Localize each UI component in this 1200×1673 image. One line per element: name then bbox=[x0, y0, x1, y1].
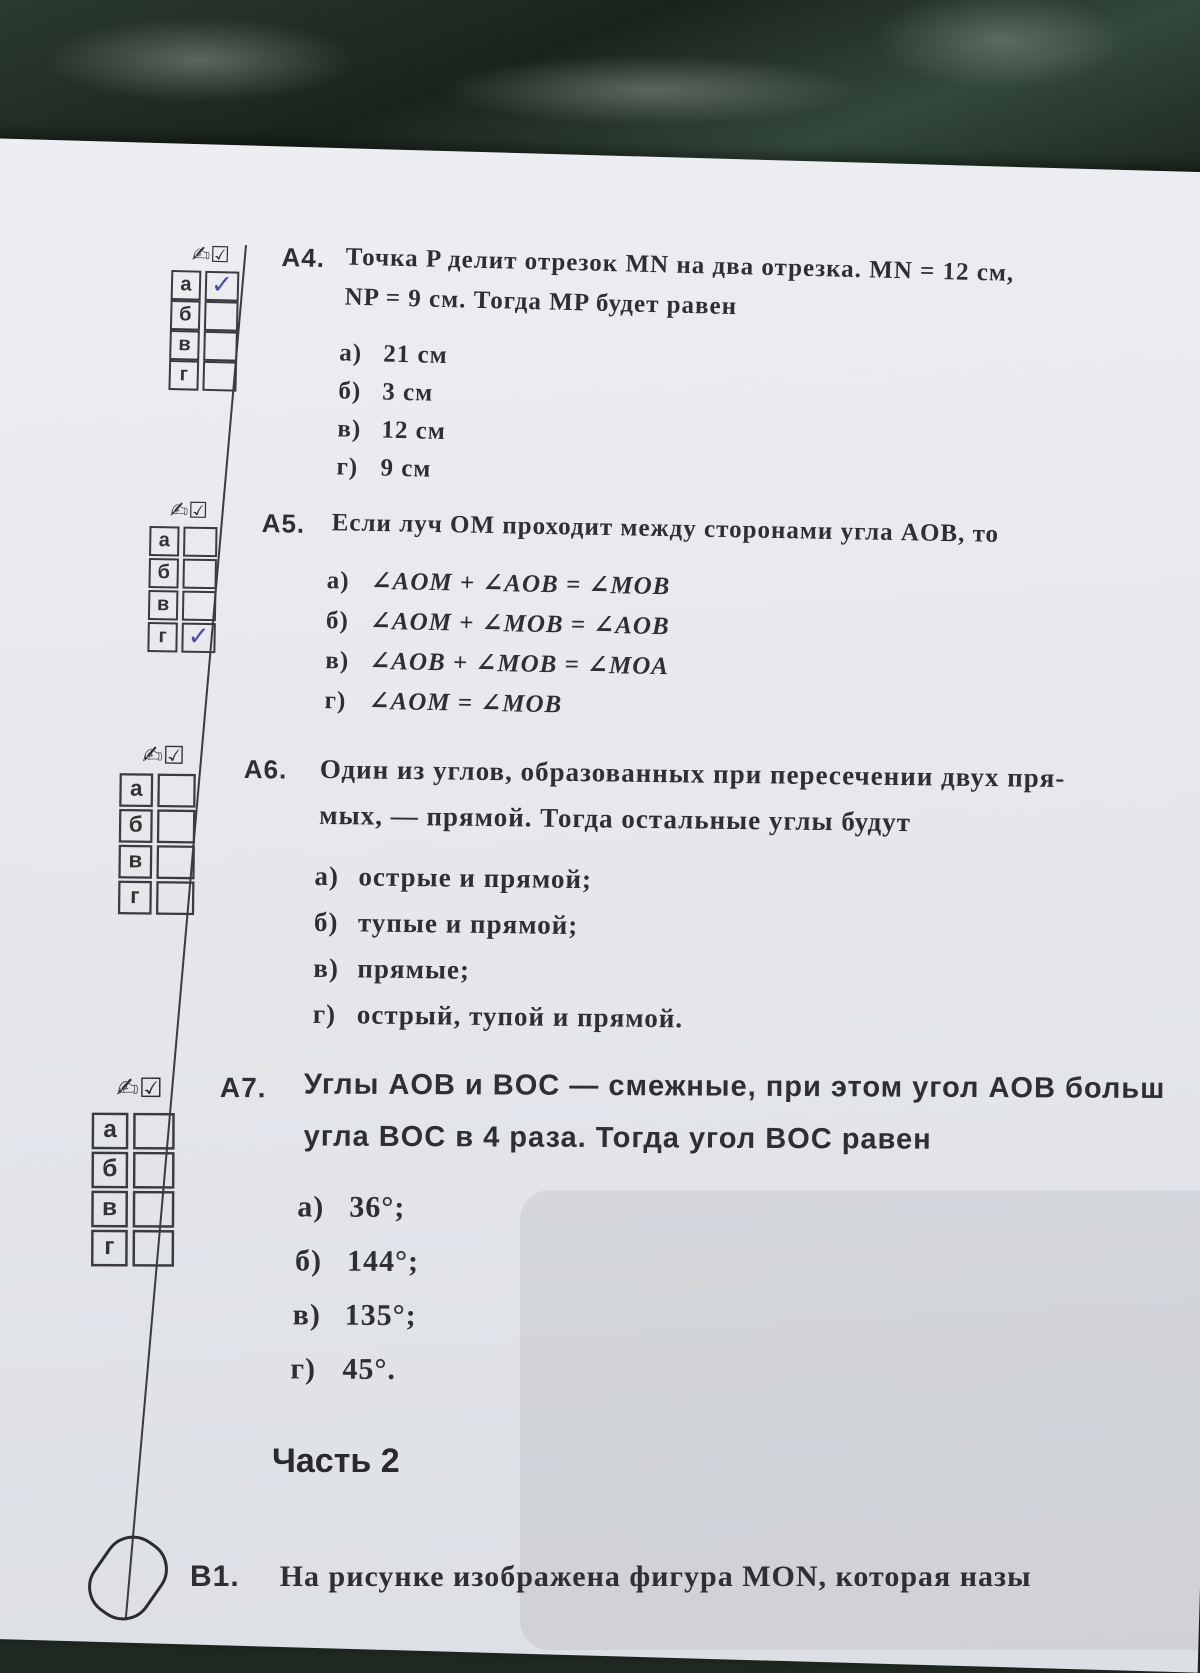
answer-label: б bbox=[148, 558, 179, 589]
option-text: 21 см bbox=[383, 341, 448, 370]
option-text: 9 см bbox=[380, 454, 432, 482]
answer-label: а bbox=[119, 773, 153, 807]
option-letter: б) bbox=[295, 1244, 347, 1278]
option-letter: г) bbox=[290, 1352, 342, 1386]
option-d[interactable] bbox=[324, 685, 562, 719]
answer-checkbox-b[interactable] bbox=[204, 301, 239, 332]
question-a4 bbox=[276, 242, 1182, 504]
option-text: 135°; bbox=[345, 1299, 417, 1332]
option-text: тупые и прямой; bbox=[358, 907, 579, 940]
option-text: острые и прямой; bbox=[358, 861, 592, 894]
option-text: 12 см bbox=[381, 416, 446, 445]
question-text-line-2: NP = 9 см. Тогда MP будет равен bbox=[344, 276, 737, 330]
option-text: ∠AOB + ∠MOB = ∠MOA bbox=[369, 648, 669, 680]
question-b1 bbox=[190, 1560, 1032, 1594]
question-text: На рисунке изображена фигура MON, которая назы bbox=[280, 1560, 1032, 1593]
option-text: 45°. bbox=[342, 1353, 396, 1386]
option-letter: г) bbox=[336, 453, 381, 482]
option-a[interactable] bbox=[297, 1190, 405, 1225]
answer-checkbox-a[interactable] bbox=[133, 1113, 175, 1150]
option-text: острый, тупой и прямой. bbox=[357, 999, 684, 1033]
question-a6 bbox=[241, 754, 1184, 1045]
answer-checkbox-b[interactable] bbox=[157, 809, 195, 843]
answer-checkbox-d[interactable]: ✓ bbox=[181, 623, 216, 654]
question-text-line-2: мых, — прямой. Тогда остальные углы будут bbox=[319, 793, 911, 844]
option-a[interactable] bbox=[326, 565, 670, 601]
option-d[interactable] bbox=[313, 999, 684, 1035]
option-letter: а) bbox=[297, 1190, 349, 1224]
answer-checkbox-c[interactable] bbox=[133, 1191, 175, 1228]
question-text-line-1: Если луч OM проходит между сторонами угла AOB, то bbox=[331, 501, 999, 557]
question-number: A5. bbox=[261, 508, 305, 540]
answer-checkbox-b[interactable] bbox=[182, 559, 217, 590]
answer-checkbox-b[interactable] bbox=[133, 1152, 175, 1189]
question-text-line-2: угла BOC в 4 раза. Тогда угол BOC равен bbox=[304, 1114, 932, 1161]
answer-label: б bbox=[119, 809, 153, 843]
option-b[interactable] bbox=[295, 1244, 419, 1279]
option-d[interactable] bbox=[336, 453, 432, 483]
option-letter: б) bbox=[326, 607, 370, 636]
answer-row-a bbox=[171, 270, 172, 298]
answer-checkbox-a[interactable] bbox=[183, 527, 218, 558]
question-text-line-1: Углы AOB и BOC — смежные, при этом угол AOB больш bbox=[304, 1062, 1166, 1111]
option-d[interactable] bbox=[290, 1352, 396, 1387]
option-letter: а) bbox=[339, 339, 384, 368]
option-letter: б) bbox=[314, 907, 358, 939]
part-2-heading: Часть 2 bbox=[272, 1442, 400, 1481]
option-letter: г) bbox=[324, 687, 368, 716]
answer-label: в bbox=[148, 590, 179, 621]
option-a[interactable] bbox=[314, 861, 592, 895]
margin-line bbox=[125, 245, 247, 1620]
answer-checkbox-d[interactable] bbox=[132, 1230, 174, 1267]
answer-label: г bbox=[118, 881, 152, 915]
answer-box-header-icon: ✍☑ bbox=[191, 242, 230, 268]
answer-checkbox-c[interactable] bbox=[156, 845, 194, 879]
answer-label: а bbox=[149, 526, 180, 557]
option-c[interactable] bbox=[325, 645, 669, 681]
answer-box-header-icon: ✍☑ bbox=[142, 742, 185, 771]
option-text: ∠AOM = ∠MOB bbox=[368, 688, 562, 718]
question-number: B1. bbox=[190, 1560, 240, 1593]
option-letter: в) bbox=[293, 1298, 345, 1332]
answer-label: в bbox=[118, 845, 152, 879]
option-text: 144°; bbox=[347, 1245, 419, 1278]
option-c[interactable] bbox=[313, 953, 470, 986]
answer-row-b bbox=[170, 300, 171, 328]
answer-box-header-icon: ✍☑ bbox=[170, 498, 209, 524]
option-letter: а) bbox=[326, 567, 370, 596]
answer-checkbox-d[interactable] bbox=[202, 361, 237, 392]
answer-checkbox-c[interactable] bbox=[182, 591, 217, 622]
option-letter: а) bbox=[314, 861, 358, 893]
option-text: ∠AOM + ∠AOB = ∠MOB bbox=[370, 568, 670, 600]
answer-checkbox-a[interactable] bbox=[157, 774, 195, 808]
answer-label: б bbox=[91, 1152, 128, 1189]
option-a[interactable] bbox=[339, 339, 448, 370]
question-number: A7. bbox=[220, 1072, 267, 1104]
option-letter: в) bbox=[337, 415, 382, 444]
answer-row-d bbox=[168, 360, 169, 388]
question-number: A6. bbox=[244, 754, 288, 786]
answer-checkbox-a[interactable]: ✓ bbox=[205, 271, 240, 302]
option-b[interactable] bbox=[338, 377, 434, 407]
answer-label: а bbox=[92, 1113, 129, 1150]
answer-label: г bbox=[168, 360, 199, 391]
question-a5 bbox=[259, 508, 1162, 724]
answer-checkbox-c[interactable] bbox=[203, 331, 238, 362]
question-text-line-1: Один из углов, образованных при пересечении двух пря- bbox=[320, 747, 1066, 800]
option-c[interactable] bbox=[337, 415, 446, 446]
option-b[interactable] bbox=[326, 605, 670, 641]
option-text: ∠AOM + ∠MOB = ∠AOB bbox=[370, 608, 670, 640]
option-letter: в) bbox=[313, 953, 357, 985]
option-letter: б) bbox=[338, 377, 383, 406]
option-text: 36°; bbox=[349, 1191, 405, 1224]
answer-row-c bbox=[169, 330, 170, 358]
answer-label: а bbox=[171, 270, 202, 301]
option-letter: г) bbox=[313, 999, 357, 1031]
answer-checkbox-d[interactable] bbox=[156, 881, 194, 915]
answer-label: г bbox=[91, 1230, 128, 1267]
answer-box-header-icon: ✍☑ bbox=[116, 1074, 163, 1105]
question-number: A4. bbox=[281, 242, 325, 274]
option-text: прямые; bbox=[357, 953, 470, 984]
answer-label: г bbox=[147, 622, 178, 653]
answer-label: б bbox=[170, 300, 201, 331]
answer-label: в bbox=[91, 1191, 128, 1228]
option-c[interactable] bbox=[293, 1298, 417, 1333]
option-letter: в) bbox=[325, 647, 369, 676]
question-text-line-1: Точка P делит отрезок MN на два отрезка. MN = 12 см, bbox=[345, 236, 1015, 296]
option-b[interactable] bbox=[314, 907, 579, 941]
option-text: 3 см bbox=[382, 379, 434, 407]
answer-label: в bbox=[169, 330, 200, 361]
